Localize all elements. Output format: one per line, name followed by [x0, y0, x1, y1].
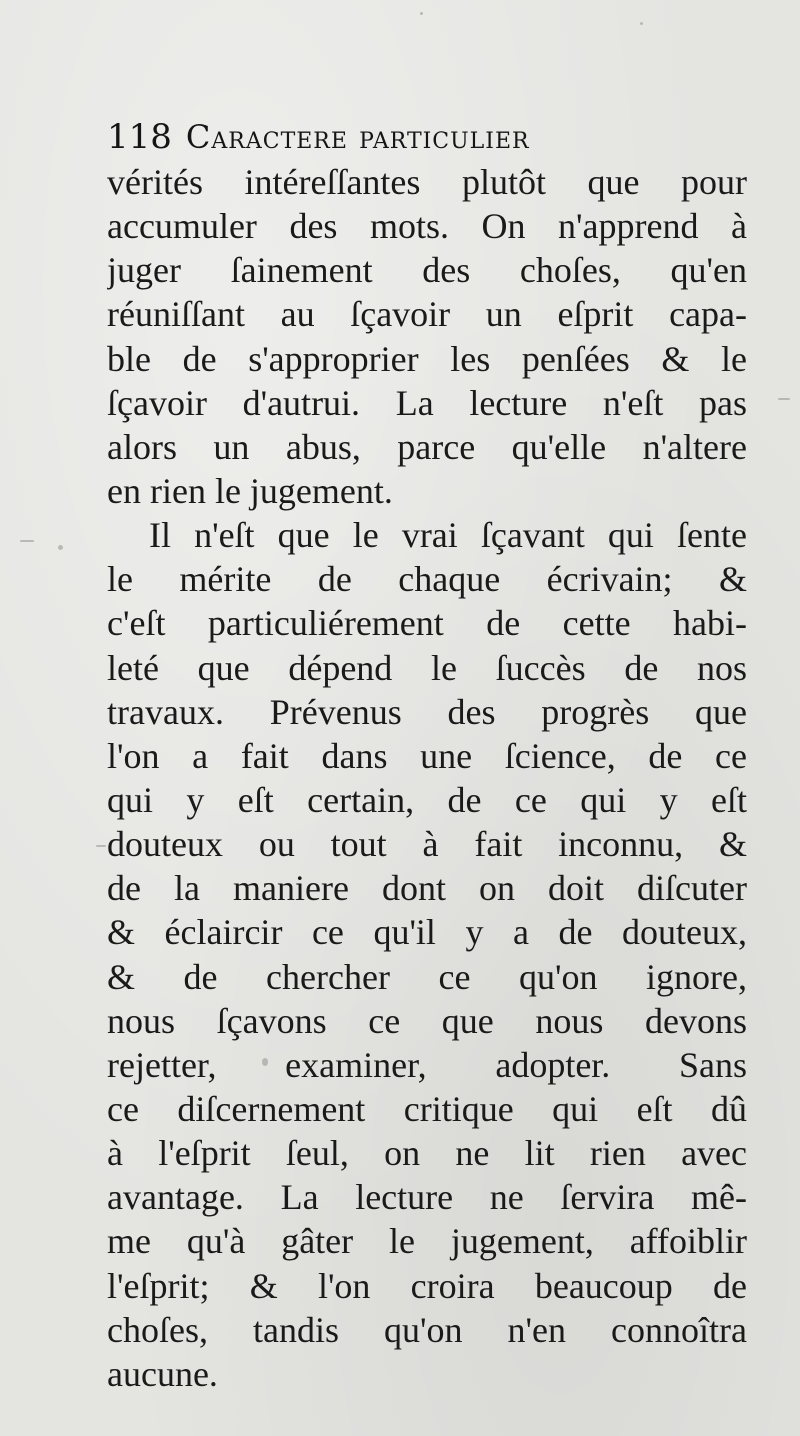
- text-line: c'eſt particuliérement de cette habi-: [107, 603, 747, 644]
- text-line: de la maniere dont on doit diſcuter: [107, 868, 747, 909]
- text-line: l'eſprit; & l'on croira beaucoup de: [107, 1265, 747, 1306]
- paragraph-first-line: Il n'eſt que le vrai ſçavant qui ſente: [149, 515, 747, 556]
- text-line: & éclaircir ce qu'il y a de douteux,: [107, 912, 747, 953]
- body-text: [107, 160, 747, 1396]
- paper-speck: [778, 398, 790, 400]
- running-title: Caractere particulier: [185, 118, 530, 156]
- page-number: 118: [107, 117, 172, 157]
- text-line: avantage. La lecture ne ſervira mê-: [107, 1177, 747, 1218]
- text-line: ſçavoir d'autrui. La lecture n'eſt pas: [107, 382, 747, 423]
- text-line: accumuler des mots. On n'apprend à: [107, 206, 747, 247]
- text-line: ce diſcernement critique qui eſt dû: [107, 1088, 747, 1129]
- page-header: [107, 113, 747, 163]
- paper-speck: [96, 845, 106, 847]
- text-line: douteux ou tout à fait inconnu, &: [107, 824, 747, 865]
- text-line: l'on a fait dans une ſcience, de ce: [107, 735, 747, 776]
- text-line: leté que dépend le ſuccès de nos: [107, 647, 747, 688]
- text-line: ble de s'approprier les penſées & le: [107, 338, 747, 379]
- text-line: à l'eſprit ſeul, on ne lit rien avec: [107, 1133, 747, 1174]
- paper-speck: [20, 540, 34, 542]
- text-line: rejetter, examiner, adopter. Sans: [107, 1044, 747, 1085]
- text-line: vérités intéreſſantes plutôt que pour: [107, 162, 747, 202]
- text-line: qui y eſt certain, de ce qui y eſt: [107, 779, 747, 820]
- text-line: le mérite de chaque écrivain; &: [107, 559, 747, 600]
- text-line: choſes, tandis qu'on n'en connoîtra: [107, 1309, 747, 1350]
- paper-speck: [58, 545, 63, 550]
- paper-speck: [420, 12, 423, 15]
- text-line: me qu'à gâter le jugement, affoiblir: [107, 1221, 747, 1262]
- text-line: alors un abus, parce qu'elle n'altere: [107, 426, 747, 467]
- text-line: nous ſçavons ce que nous devons: [107, 1000, 747, 1041]
- text-line: juger ſainement des choſes, qu'en: [107, 250, 747, 291]
- text-line: en rien le jugement.: [107, 470, 393, 511]
- paper-speck: [640, 22, 643, 25]
- text-line: aucune.: [107, 1353, 218, 1394]
- text-line: travaux. Prévenus des progrès que: [107, 691, 747, 732]
- text-line: réuniſſant au ſçavoir un eſprit capa-: [107, 294, 747, 335]
- text-line: & de chercher ce qu'on ignore,: [107, 956, 747, 997]
